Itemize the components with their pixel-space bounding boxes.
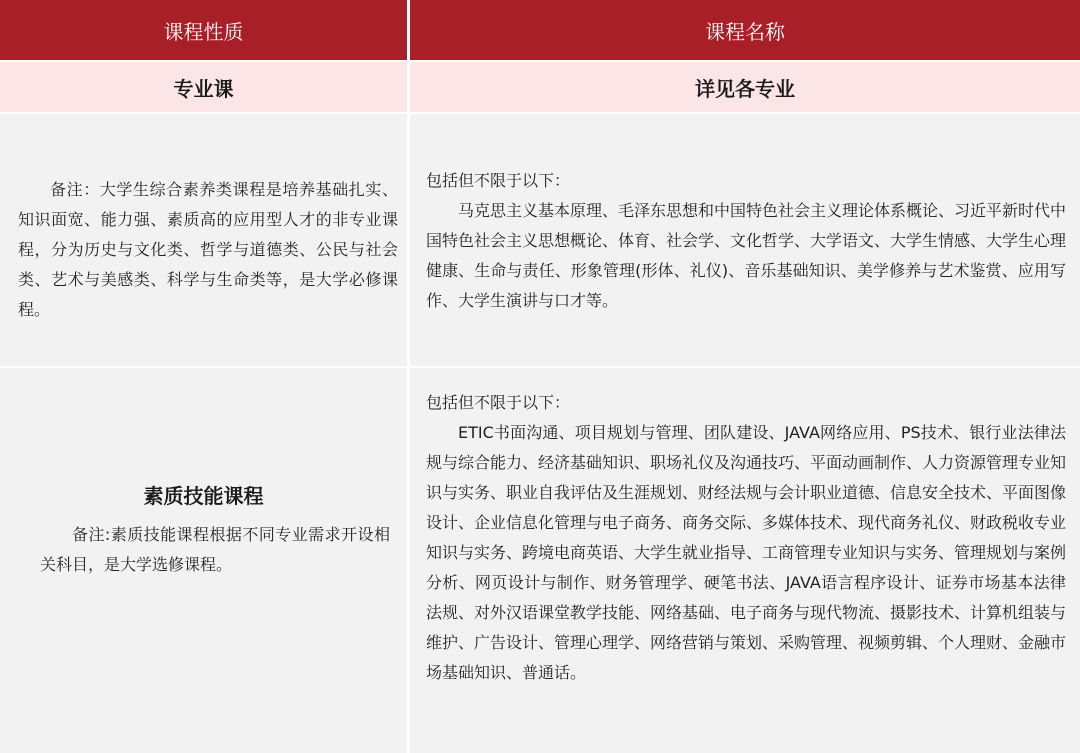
table-row-general-literacy — [0, 114, 1080, 366]
row1-type-cell — [0, 114, 407, 366]
row2-course-list: ETIC书面沟通、项目规划与管理、团队建设、JAVA网络应用、PS技术、银行业法律法规与综合能力、经济基础知识、职场礼仪及沟通技巧、平面动画制作、人力资源管理专业知识与实务、职业自我评估及生涯规划、财经法规与会计职业道德、信息安全技术、平面图像设计、企业信息化管理与电子商务、商务交际、多媒体技术、现代商务礼仪、财政税收专业知识与实务、跨境电商英语、大学生就业指导、工商管理专业知识与实务、管理规划与案例分析、网页设计与制作、财务管理学、硬笔书法、JAVA语言程序设计、证券市场基本法律法规、对外汉语课堂教学技能、网络基础、电子商务与现代物流、摄影技术、计算机组装与维护、广告设计、管理心理学、网络营销与策划、采购管理、视频剪辑、个人理财、金融市场基础知识、普通话。 — [426, 423, 1067, 682]
row1-intro: 包括但不限于以下： — [426, 171, 571, 190]
header-course-type: 课程性质 — [0, 0, 407, 60]
row2-intro: 包括但不限于以下： — [426, 393, 571, 412]
row2-title: 素质技能课程 — [143, 484, 264, 508]
table-row-quality-skills — [0, 368, 1080, 753]
row1-name-cell — [410, 114, 1080, 366]
row2-name-cell — [410, 368, 1080, 753]
row1-note: 备注：大学生综合素养类课程是培养基础扎实、知识面宽、能力强、素质高的应用型人才的非专业课程，分为历史与文化类、哲学与道德类、公民与社会类、艺术与美感类、科学与生命类等，是大学必修课程。 — [18, 180, 398, 319]
table-subheader-row — [0, 62, 1080, 112]
row2-type-cell — [0, 368, 407, 753]
subheader-major-course: 专业课 — [0, 62, 407, 112]
subheader-see-majors: 详见各专业 — [410, 62, 1080, 112]
table-header-row — [0, 0, 1080, 60]
header-course-name: 课程名称 — [410, 0, 1080, 60]
row2-note: 备注:素质技能课程根据不同专业需求开设相关科目，是大学选修课程。 — [40, 525, 390, 574]
row1-course-list: 马克思主义基本原理、毛泽东思想和中国特色社会主义理论体系概论、习近平新时代中国特色社会主义思想概论、体育、社会学、文化哲学、大学语文、大学生情感、大学生心理健康、生命与责任、形象管理(形体、礼仪)、音乐基础知识、美学修养与艺术鉴赏、应用写作、大学生演讲与口才等。 — [426, 201, 1067, 310]
